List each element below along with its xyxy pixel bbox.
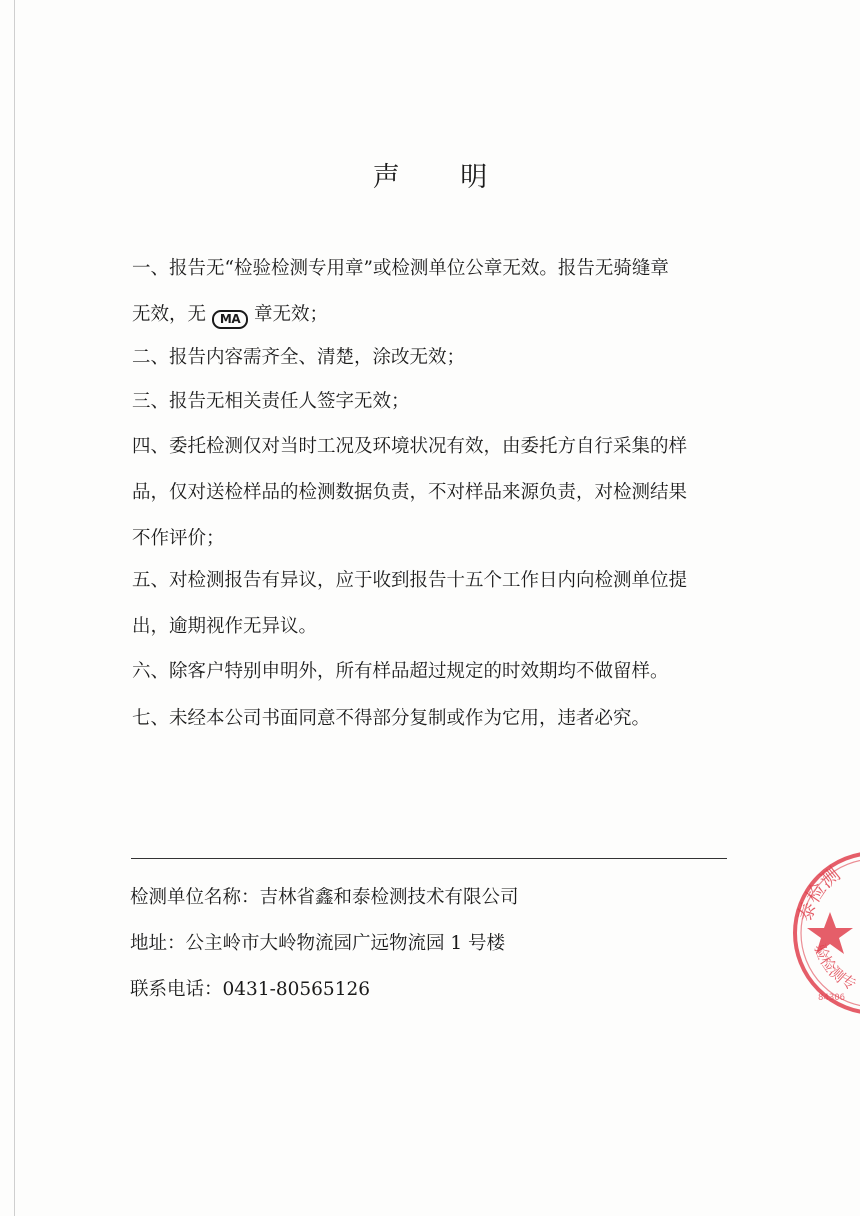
clause-6: 六、除客户特别申明外，所有样品超过规定的时效期均不做留样。: [132, 661, 669, 682]
clause-4-line-3: 不作评价；: [132, 528, 225, 549]
company-seal-stamp: [790, 848, 860, 1018]
seal-bottom-text: 验检测专: [810, 941, 860, 994]
clause-5: [132, 558, 732, 650]
clause-4-line-1: 四、委托检测仅对当时工况及环境状况有效，由委托方自行采集的样: [132, 436, 688, 457]
unit-value: 吉林省鑫和泰检测技术有限公司: [259, 887, 519, 908]
clause-7: 七、未经本公司书面同意不得部分复制或作为它用，违者必究。: [132, 708, 651, 729]
clause-5-line-1: 五、对检测报告有异议，应于收到报告十五个工作日内向检测单位提: [132, 570, 688, 591]
clause-4-line-2: 品，仅对送检样品的检测数据负责，不对样品来源负责，对检测结果: [132, 482, 688, 503]
footer-unit: [130, 883, 519, 913]
phone-value: 0431-80565126: [222, 979, 371, 1000]
address-value: 公主岭市大岭物流园广远物流园 1 号楼: [185, 933, 506, 954]
address-label: 地址：: [130, 933, 186, 954]
clause-2: 二、报告内容需齐全、清楚，涂改无效；: [132, 347, 466, 368]
seal-code-text: 84306: [818, 993, 846, 1003]
clause-1: [132, 246, 732, 338]
clause-1-line-2: [132, 292, 732, 338]
clause-1-line-2-pre: 无效，无: [132, 304, 207, 325]
clause-4: [132, 424, 732, 562]
footer-divider: [131, 858, 727, 859]
clause-3: 三、报告无相关责任人签字无效；: [132, 391, 410, 412]
footer-address: [130, 929, 505, 959]
cma-mark-icon: MA: [212, 310, 248, 329]
document-title: 声 明: [372, 162, 514, 193]
unit-label: 检测单位名称：: [130, 887, 260, 908]
seal-top-text: 泰检测: [793, 863, 845, 925]
clause-1-line-2-post: 章无效；: [254, 304, 329, 325]
phone-label: 联系电话：: [130, 979, 223, 1000]
clause-5-line-2: 出，逾期视作无异议。: [132, 616, 318, 637]
clause-1-line-1: 一、报告无“检验检测专用章”或检测单位公章无效。报告无骑缝章: [132, 258, 669, 279]
footer-phone: [130, 975, 370, 1005]
